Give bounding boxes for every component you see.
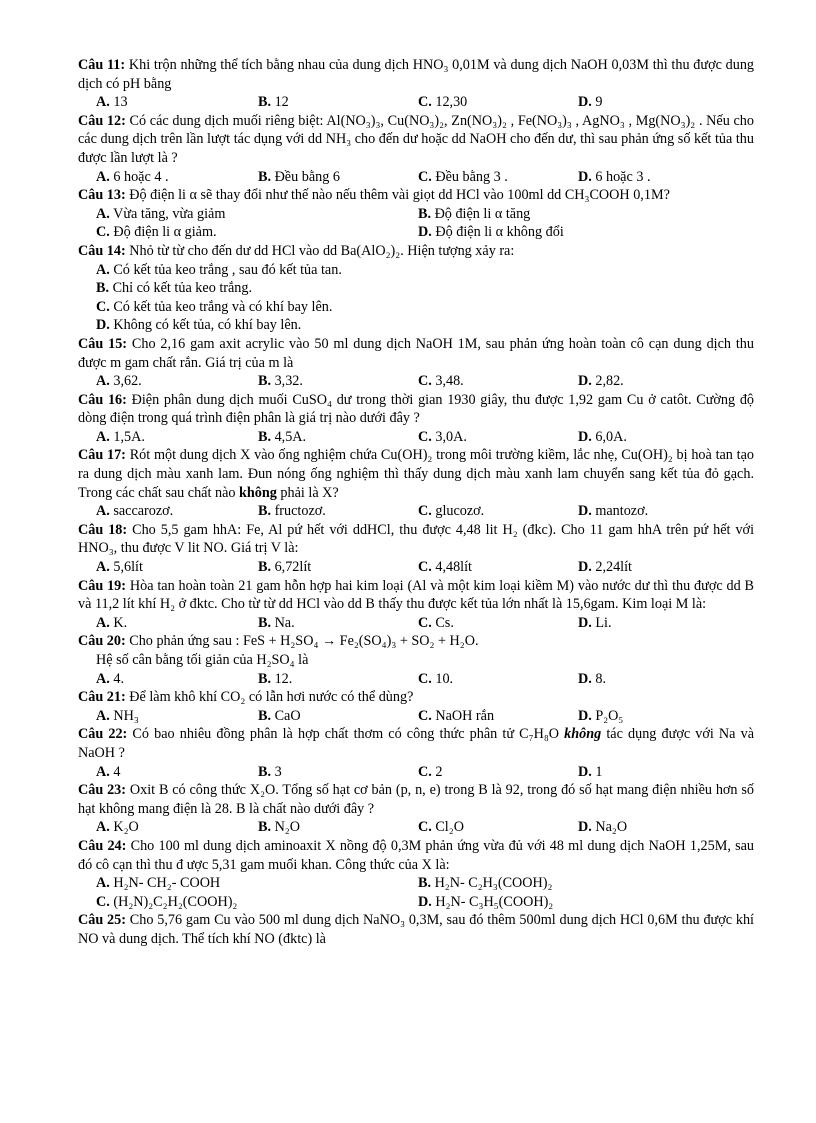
- question-label: Câu 18:: [78, 521, 128, 538]
- option-b[interactable]: B. Chỉ có kết tủa keo trắng.: [96, 280, 253, 297]
- question-label: Câu 24:: [78, 837, 127, 854]
- option-b[interactable]: B. fructozơ.: [258, 503, 326, 520]
- question-label: Câu 11:: [78, 57, 126, 73]
- question-label: Câu 14:: [78, 242, 126, 259]
- option-c[interactable]: C. NaOH rắn: [418, 707, 495, 724]
- question-21: [78, 688, 754, 725]
- question-stem: Để làm khô khí CO₂ có lẫn hơi nước có thể dùng?: [129, 689, 414, 706]
- option-c[interactable]: C. Cs.: [418, 614, 454, 631]
- option-d[interactable]: D. 8.: [578, 670, 606, 687]
- option-a[interactable]: A. Vừa tăng, vừa giảm: [96, 205, 226, 222]
- option-c[interactable]: C. 10.: [418, 670, 454, 687]
- option-d[interactable]: D. 2,82.: [578, 373, 624, 390]
- option-b[interactable]: B. Độ điện li α tăng: [418, 205, 531, 222]
- question-20: [78, 632, 754, 688]
- option-d[interactable]: D. mantozơ.: [578, 503, 649, 520]
- option-c[interactable]: C. Đều bằng 3 .: [418, 168, 508, 185]
- option-c[interactable]: C. 2: [418, 763, 443, 780]
- option-d[interactable]: D. Độ điện li α không đổi: [418, 224, 564, 241]
- option-d[interactable]: D. 2,24lít: [578, 559, 632, 576]
- question-16: [78, 391, 754, 447]
- option-b[interactable]: B. N₂O: [258, 819, 301, 836]
- option-b[interactable]: B. 3: [258, 763, 282, 780]
- question-18: [78, 521, 754, 577]
- question-label: Câu 20:: [78, 633, 126, 650]
- option-c[interactable]: C. Cl₂O: [418, 819, 464, 836]
- question-label: Câu 12:: [78, 112, 126, 129]
- option-c[interactable]: C. Có kết tủa keo trắng và có khí bay lên.: [96, 298, 333, 315]
- option-c[interactable]: C. Độ điện li α giảm.: [96, 224, 217, 241]
- question-stem: Có các dung dịch muối riêng biệt: Al(NO₃)₃, Cu(NO₃)₂, Zn(NO₃)₂ , Fe(NO₃)₃ , AgNO₃ , Mg(NO₃)₂ . Nếu cho các dung dịch trên lần lượt tác dụng với dd NH₃ cho đến dư hoặc dd NaOH cho đến dư, thì sau phản ứng số kết tủa thu được lần lượt là ?: [78, 112, 754, 166]
- option-a[interactable]: A. H₂N- CH₂- COOH: [96, 875, 221, 892]
- question-17: [78, 446, 754, 520]
- question-label: Câu 16:: [78, 391, 127, 408]
- question-stem: Oxit B có công thức X₂O. Tổng số hạt cơ bản (p, n, e) trong B là 92, trong đó số hạt mang điện nhiều hơn số hạt không mang điện là 28. B là chất nào dưới đây ?: [78, 782, 754, 817]
- option-c[interactable]: C. 12,30: [418, 94, 468, 111]
- option-d[interactable]: D. 6,0A.: [578, 428, 627, 445]
- option-a[interactable]: A. saccarozơ.: [96, 503, 174, 520]
- emphasis-text: không: [564, 726, 602, 743]
- question-label: Câu 15:: [78, 335, 128, 352]
- option-b[interactable]: B. 3,32.: [258, 373, 303, 390]
- option-d[interactable]: D. Na₂O: [578, 819, 628, 836]
- option-d[interactable]: D. P₂O₅: [578, 707, 624, 724]
- question-stem: Nhỏ từ từ cho đến dư dd HCl vào dd Ba(AlO₂)₂. Hiện tượng xảy ra:: [129, 242, 515, 259]
- option-d[interactable]: D. 1: [578, 763, 603, 780]
- option-d[interactable]: D. Không có kết tủa, có khí bay lên.: [96, 317, 302, 334]
- question-label: Câu 22:: [78, 726, 128, 743]
- option-b[interactable]: B. 12.: [258, 670, 293, 687]
- option-b[interactable]: B. Đều bằng 6: [258, 168, 340, 185]
- question-substem: Hệ số cân bằng tối giản của H₂SO₄ là: [96, 652, 309, 668]
- question-stem: Có bao nhiêu đồng phân là hợp chất thơm có công thức phân tử C₇H₈O: [132, 726, 560, 743]
- option-a[interactable]: A. 4.: [96, 670, 124, 687]
- question-23: [78, 781, 754, 837]
- option-a[interactable]: A. 1,5A.: [96, 428, 145, 445]
- option-c[interactable]: C. 3,48.: [418, 373, 464, 390]
- option-b[interactable]: B. Na.: [258, 614, 295, 631]
- question-label: Câu 19:: [78, 577, 126, 594]
- question-stem: Hòa tan hoàn toàn 21 gam hỗn hợp hai kim loại (Al và một kim loại kiềm M) vào nước dư thì thu được dd B và 11,2 lít khí H₂ ở đktc. Cho từ từ dd HCl vào dd B thấy thu được kết tủa lớn nhất là 15,6gam. Kim loại M là:: [78, 577, 754, 613]
- question-12: [78, 112, 754, 186]
- option-a[interactable]: A. 6 hoặc 4 .: [96, 168, 169, 185]
- question-19: [78, 577, 754, 633]
- option-b[interactable]: B. 6,72lít: [258, 559, 312, 576]
- option-d[interactable]: D. 9: [578, 94, 603, 111]
- option-d[interactable]: D. H₂N- C₃H₅(COOH)₂: [418, 893, 554, 910]
- option-d[interactable]: D. 6 hoặc 3 .: [578, 168, 651, 185]
- question-25: [78, 911, 754, 948]
- question-label: Câu 21:: [78, 689, 126, 706]
- question-stem-end: phải là X?: [280, 484, 339, 501]
- question-13: [78, 186, 754, 242]
- question-24: [78, 837, 754, 911]
- question-15: [78, 335, 754, 391]
- option-b[interactable]: B. H₂N- C₂H₃(COOH)₂: [418, 875, 553, 892]
- question-stem: Điện phân dung dịch muối CuSO₄ dư trong thời gian 1930 giây, thu được 1,92 gam Cu ở catôt. Cường độ dòng điện trong quá trình điện phân là giá trị nào dưới đây ?: [78, 391, 755, 427]
- option-c[interactable]: C. glucozơ.: [418, 503, 485, 520]
- option-c[interactable]: C. (H₂N)₂C₂H₂(COOH)₂: [96, 893, 238, 910]
- option-a[interactable]: A. K₂O: [96, 819, 139, 836]
- question-22: [78, 725, 754, 781]
- question-label: Câu 25:: [78, 912, 126, 929]
- question-14: [78, 242, 754, 335]
- question-11: [78, 56, 754, 112]
- question-label: Câu 17:: [78, 447, 126, 464]
- option-a[interactable]: A. K.: [96, 614, 128, 631]
- question-label: Câu 13:: [78, 187, 126, 204]
- option-b[interactable]: B. 12: [258, 94, 289, 111]
- option-a[interactable]: A. NH₃: [96, 707, 139, 724]
- option-a[interactable]: A. 5,6lít: [96, 559, 143, 576]
- question-stem: Cho 2,16 gam axit acrylic vào 50 ml dung dịch NaOH 1M, sau phản ứng hoàn toàn cô cạn dung dịch thu được m gam chất rắn. Giá trị của m là: [78, 335, 754, 371]
- question-stem: Cho 5,5 gam hhA: Fe, Al pứ hết với ddHCl, thu được 4,48 lit H₂ (đkc). Cho 11 gam hhA trên pứ hết với HNO₃, thu được V lit NO. Giá trị V là:: [78, 521, 755, 557]
- question-stem: Cho 100 ml dung dịch aminoaxit X nồng độ 0,3M phản ứng vừa đủ với 48 ml dung dịch NaOH 1,25M, sau đó cô cạn thì thu đ ược 5,31 gam muối khan. Công thức của X là:: [78, 837, 754, 873]
- exam-page: [78, 56, 754, 949]
- question-stem-end: tác dụng được với Na và NaOH ?: [78, 726, 755, 761]
- option-a[interactable]: A. 3,62.: [96, 373, 142, 390]
- option-b[interactable]: B. CaO: [258, 707, 301, 724]
- option-c[interactable]: C. 3,0A.: [418, 428, 467, 445]
- option-d[interactable]: D. Li.: [578, 614, 612, 631]
- question-stem: Rót một dung dịch X vào ống nghiệm chứa Cu(OH)₂ trong môi trường kiềm, lắc nhẹ, Cu(OH)₂ bị hoà tan tạo ra dung dịch màu xanh lam. Đun nóng ống nghiệm thì thấy dung dịch màu xanh lam chuyển sang kết tủa đỏ gạch. Trong các chất sau chất nào: [78, 447, 755, 501]
- question-label: Câu 23:: [78, 782, 126, 799]
- question-stem: Cho 5,76 gam Cu vào 500 ml dung dịch NaNO₃ 0,3M, sau đó thêm 500ml dung dịch HCl 0,6M thu được khí NO và dung dịch. Thể tích khí NO (đktc) là: [78, 912, 754, 947]
- option-a[interactable]: A. 4: [96, 763, 121, 780]
- option-a[interactable]: A. 13: [96, 94, 128, 111]
- option-a[interactable]: A. Có kết tủa keo trắng , sau đó kết tủa tan.: [96, 261, 342, 278]
- emphasis-text: không: [239, 484, 277, 501]
- question-stem: Độ điện li α sẽ thay đổi như thế nào nếu thêm vài giọt dd HCl vào 100ml dd CH₃COOH 0,1M?: [129, 187, 670, 204]
- question-stem: Khi trộn những thể tích bằng nhau của dung dịch HNO₃ 0,01M và dung dịch NaOH 0,03M thì thu được dung dịch có pH bằng: [78, 57, 755, 92]
- question-stem: Cho phản ứng sau : FeS + H₂SO₄ → Fe₂(SO₄)₃ + SO₂ + H₂O.: [129, 633, 479, 650]
- option-c[interactable]: C. 4,48lít: [418, 559, 472, 576]
- option-b[interactable]: B. 4,5A.: [258, 428, 307, 445]
